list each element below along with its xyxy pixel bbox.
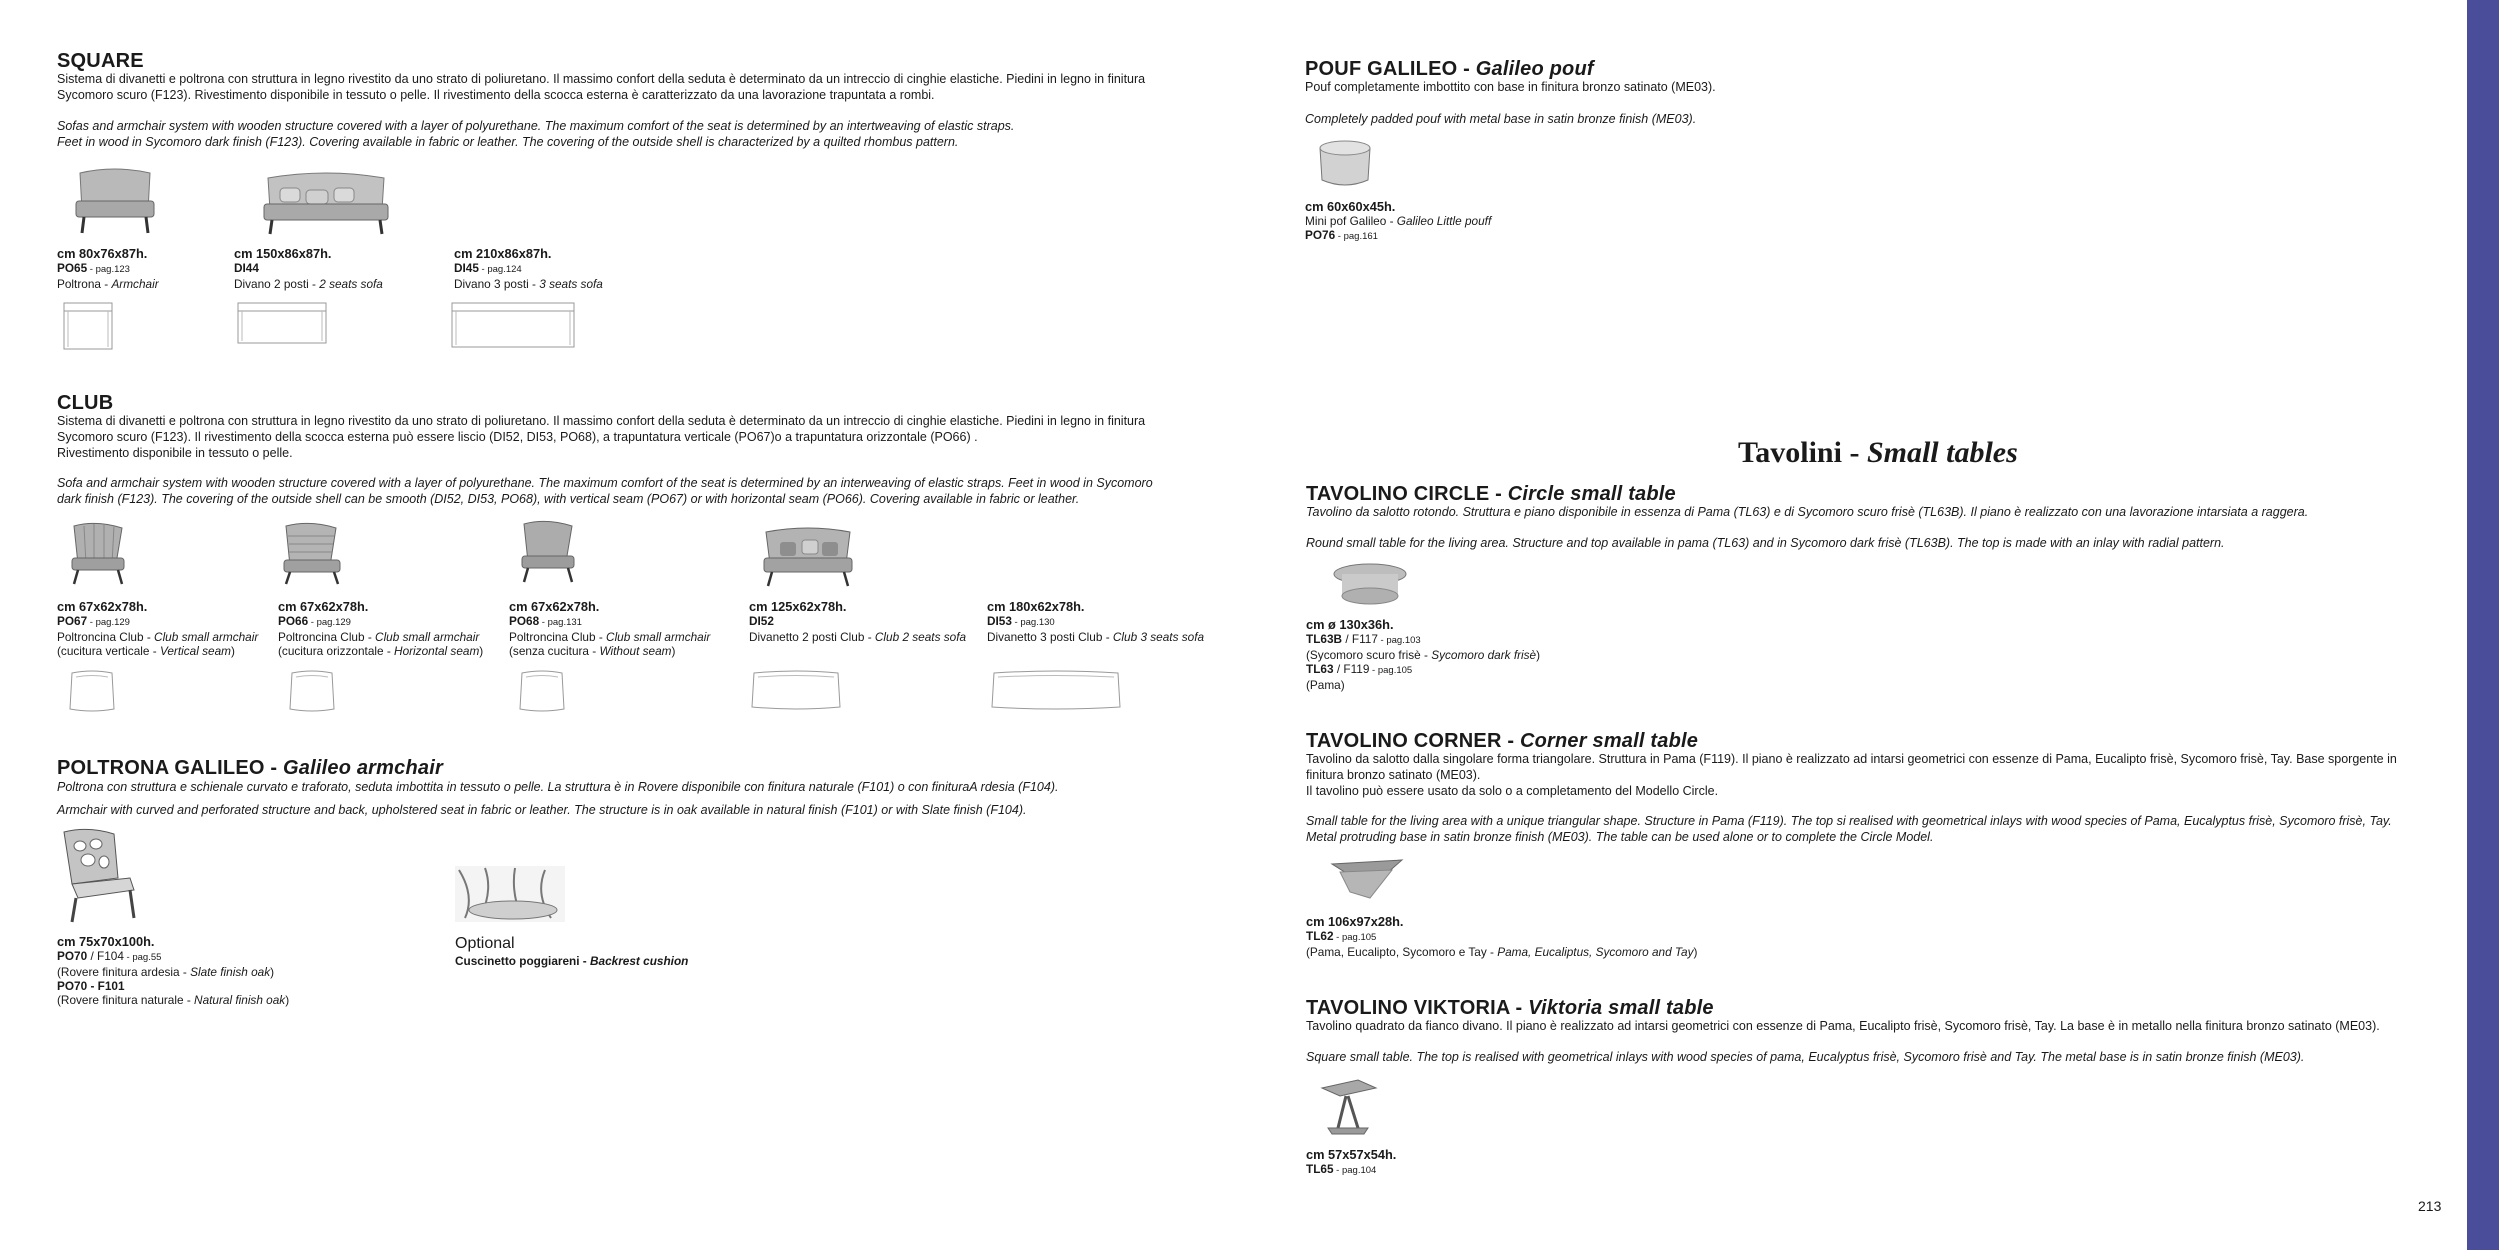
dimension: cm 60x60x45h.	[1305, 199, 1396, 214]
pouf-desc-it: Pouf completamente imbottito con base in finitura bronzo satinato (ME03).	[1305, 80, 1716, 94]
club-two-seat-sofa-photo	[760, 524, 856, 588]
club-title: CLUB	[57, 392, 114, 414]
name-it: Mini pof Galileo -	[1305, 214, 1397, 228]
name-it: Divano 2 posti -	[234, 277, 320, 291]
corner-table-desc-en	[1306, 813, 2392, 845]
square-item-3	[454, 246, 603, 291]
corner-table-photo	[1330, 858, 1404, 904]
dimension: cm 75x70x100h.	[57, 934, 155, 949]
page-ref: - pag.129	[308, 617, 351, 628]
product-code: PO65	[57, 261, 88, 275]
square-item-1	[57, 246, 159, 291]
product-code: PO66	[278, 614, 309, 628]
two-seat-sofa-plan-drawing	[236, 301, 328, 345]
galileo-armchair-desc-en: Armchair with curved and perforated structure and back, upholstered seat in fabric or leather. The structure is in oak available in natural finish (F101) or with Slate finish (F104).	[57, 803, 1027, 817]
page-ref-2: - pag.105	[1369, 665, 1413, 676]
product-code-2: TL63	[1306, 662, 1334, 676]
dimension: cm 180x62x78h.	[987, 599, 1085, 614]
viktoria-table-desc-it: Tavolino quadrato da fianco divano. Il piano è realizzato ad intarsi geometrici con essenze di Pama, Eucalipto frisè, Sycomoro frisè, Tay. La base è in metallo nella finitura bronzo satinato (ME03).	[1306, 1019, 2380, 1033]
page-number: 213	[2418, 1198, 2442, 1214]
club-desc-it	[57, 413, 1145, 461]
product-code: DI44	[234, 261, 259, 275]
club-three-seat-sofa-plan-drawing	[988, 669, 1124, 713]
pouf-title	[1305, 58, 1594, 81]
page-ref: - pag.123	[87, 264, 130, 275]
accent-side-bar	[2467, 0, 2499, 1250]
product-code: PO76	[1305, 228, 1336, 242]
finish-en: Sycomoro dark frisè	[1431, 648, 1537, 662]
galileo-armchair-desc-it: Poltrona con struttura e schienale curvato e traforato, seduta imbottita in tessuto o pelle. La struttura è in Rovere disponibile con finitura naturale (F101) o con finituraA rdesia (F104).	[57, 780, 1059, 794]
product-code: DI52	[749, 614, 774, 628]
title-it: TAVOLINO VIKTORIA -	[1306, 997, 1529, 1019]
title-it: TAVOLINO CORNER -	[1306, 730, 1520, 752]
dimension: cm ø 130x36h.	[1306, 617, 1394, 632]
extra-en: Without seam	[599, 644, 672, 658]
galileo-armchair-photo	[58, 828, 138, 924]
dimension: cm 80x76x87h.	[57, 246, 148, 261]
club-desc-it-line2: Sycomoro scuro (F123). Il rivestimento della scocca esterna può essere liscio (DI52, DI53, PO68), a trapuntatura verticale (PO67)o a trapuntatura orizzontale (PO66) .	[57, 430, 978, 444]
product-code-2: PO70 - F101	[57, 979, 125, 993]
club-desc-en-line1: Sofa and armchair system with wooden structure covered with a layer of polyurethane. The maximum comfort of the seat is determined by an interweaving of elastic straps. Feet in wood in Sycomoro	[57, 476, 1153, 490]
finish-en: Pama, Eucaliptus, Sycomoro and Tay	[1497, 945, 1694, 959]
page-ref: - pag.55	[123, 952, 162, 963]
club-armchair-plan-drawing-1	[66, 669, 118, 715]
finish-it-2: (Rovere finitura naturale -	[57, 993, 195, 1007]
product-code: TL62	[1306, 929, 1334, 943]
page-ref: - pag.124	[478, 264, 522, 275]
dimension: cm 67x62x78h.	[278, 599, 369, 614]
name-it: Poltroncina Club -	[509, 630, 607, 644]
corner-table-desc-it	[1306, 751, 2397, 799]
viktoria-table-desc-en: Square small table. The top is realised with geometrical inlays with wood species of pama, Eucalyptus frisè, Sycomoro frisè and Tay. The metal base is in satin bronze finish (ME03).	[1306, 1050, 2305, 1064]
heading-it: Tavolini -	[1738, 436, 1867, 469]
page-ref: - pag.161	[1335, 231, 1378, 242]
finish-code: / F104	[87, 949, 124, 963]
dimension: cm 106x97x28h.	[1306, 914, 1404, 929]
galileo-armchair-title	[57, 757, 443, 780]
viktoria-table-photo	[1318, 1078, 1380, 1136]
finish-end: )	[1693, 945, 1698, 959]
club-desc-it-line1: Sistema di divanetti e poltrona con struttura in legno rivestito da uno strato di poliuretano. Il massimo confort della seduta è determinato da un intreccio di cinghie elastiche. Piedini in legno in finitura	[57, 414, 1146, 428]
name-en: Club 3 seats sofa	[1112, 630, 1205, 644]
product-code: PO67	[57, 614, 88, 628]
title-en: Circle small table	[1507, 483, 1676, 505]
square-desc-it-line1: Sistema di divanetti e poltrona con struttura in legno rivestito da uno strato di poliuretano. Il massimo confort della seduta è determinato da un intreccio di cinghie elastiche. Piedini in legno in finitura	[57, 72, 1146, 86]
title-it: TAVOLINO CIRCLE -	[1306, 483, 1508, 505]
name-en: Armchair	[111, 277, 159, 291]
name-en: 2 seats sofa	[319, 277, 383, 291]
dimension: cm 57x57x54h.	[1306, 1147, 1397, 1162]
club-two-seat-sofa-plan-drawing	[748, 669, 844, 713]
product-code: DI45	[454, 261, 479, 275]
corner-desc-en-line2: Metal protruding base in satin bronze finish (ME03). The table can be used alone or to complete the Circle Model.	[1306, 830, 1934, 844]
finish-end-2: )	[285, 993, 290, 1007]
dimension: cm 125x62x78h.	[749, 599, 847, 614]
extra-en: Horizontal seam	[394, 644, 480, 658]
pouf-desc-en: Completely padded pouf with metal base in satin bronze finish (ME03).	[1305, 112, 1697, 126]
finish-2: (Pama)	[1306, 678, 1345, 692]
title-en: Corner small table	[1519, 730, 1699, 752]
club-armchair-horizontal-photo	[278, 520, 344, 586]
armchair-plan-drawing	[62, 301, 114, 351]
dimension: cm 210x86x87h.	[454, 246, 552, 261]
square-desc-en-line2: Feet in wood in Sycomoro dark finish (F123). Covering available in fabric or leather. The covering of the outside shell is characterized by a quilted rhombus pattern.	[57, 135, 959, 149]
title-en: Galileo pouf	[1475, 58, 1594, 80]
cushion-name-en: Backrest cushion	[590, 954, 689, 968]
corner-desc-it-line1: Tavolino da salotto dalla singolare forma triangolare. Struttura in Pama (F119). Il piano è realizzato ad intarsi geometrici con essenze di Pama, Eucalipto frisè, Sycomoro frisè, Tay. Base sporgente in	[1306, 752, 2397, 766]
name-it: Divano 3 posti -	[454, 277, 540, 291]
club-item-2	[278, 599, 483, 658]
galileo-armchair-caption	[57, 934, 289, 1007]
square-desc-it	[57, 71, 1145, 103]
club-armchair-plan-drawing-2	[286, 669, 338, 715]
club-item-1	[57, 599, 258, 658]
product-code: TL63B	[1306, 632, 1343, 646]
circle-table-title	[1306, 483, 1676, 506]
club-desc-it-line3: Rivestimento disponibile in tessuto o pelle.	[57, 446, 293, 460]
club-item-3	[509, 599, 710, 658]
page-ref: - pag.103	[1377, 635, 1421, 646]
extra-end: )	[230, 644, 235, 658]
circle-table-desc-en: Round small table for the living area. Structure and top available in pama (TL63) and in Sycomoro dark frisè (TL63B). The top is made with an inlay with radial pattern.	[1306, 536, 2225, 550]
page-ref: - pag.130	[1011, 617, 1055, 628]
finish-end: )	[270, 965, 275, 979]
club-desc-en-line2: dark finish (F123). The covering of the outside shell can be smooth (DI52, DI53, PO68), with vertical seam (PO67) or with horizontal seam (PO66). Covering available in fabric or leather.	[57, 492, 1080, 506]
dimension: cm 67x62x78h.	[57, 599, 148, 614]
optional-cushion-caption	[455, 934, 688, 968]
title-it: POLTRONA GALILEO -	[57, 757, 284, 779]
club-armchair-plan-drawing-3	[516, 669, 568, 715]
optional-label: Optional	[455, 935, 515, 952]
name-en: Club small armchair	[606, 630, 711, 644]
page-ref: - pag.105	[1333, 932, 1377, 943]
corner-desc-it-line3: Il tavolino può essere usato da solo o a completamento del Modello Circle.	[1306, 784, 1719, 798]
dimension: cm 150x86x87h.	[234, 246, 332, 261]
circle-table-caption	[1306, 617, 1540, 692]
finish-it: (Rovere finitura ardesia -	[57, 965, 191, 979]
page-ref: - pag.131	[539, 617, 582, 628]
finish-code: / F117	[1342, 632, 1378, 646]
page-ref: - pag.129	[87, 617, 130, 628]
finish-end: )	[1536, 648, 1541, 662]
title-it: POUF GALILEO -	[1305, 58, 1476, 80]
name-it: Divanetto 3 posti Club -	[987, 630, 1113, 644]
club-item-4	[749, 599, 966, 644]
finish-it: (Sycomoro scuro frisè -	[1306, 648, 1432, 662]
two-seat-sofa-photo	[262, 168, 390, 236]
extra-en: Vertical seam	[159, 644, 231, 658]
viktoria-table-caption	[1306, 1147, 1396, 1178]
corner-table-caption	[1306, 914, 1697, 959]
corner-table-title	[1306, 730, 1698, 753]
square-item-2	[234, 246, 383, 291]
square-desc-it-line2: Sycomoro scuro (F123). Rivestimento disponibile in tessuto o pelle. Il rivestimento della scocca esterna è caratterizzato da una lavorazione trapuntata a rombi.	[57, 88, 935, 102]
club-desc-en	[57, 475, 1153, 507]
backrest-cushion-photo	[455, 866, 565, 922]
name-en: Club small armchair	[375, 630, 480, 644]
club-armchair-vertical-photo	[66, 520, 128, 586]
pouf-photo	[1316, 138, 1374, 190]
cushion-name-it: Cuscinetto poggiareni -	[455, 954, 591, 968]
product-code: DI53	[987, 614, 1012, 628]
name-en: Galileo Little pouff	[1396, 214, 1492, 228]
name-it: Poltroncina Club -	[57, 630, 155, 644]
name-en: 3 seats sofa	[539, 277, 603, 291]
product-code: TL65	[1306, 1162, 1334, 1176]
three-seat-sofa-plan-drawing	[450, 301, 576, 349]
circle-table-photo	[1332, 562, 1408, 608]
extra-end: )	[671, 644, 676, 658]
finish-code-2: / F119	[1333, 662, 1370, 676]
finish-en-2: Natural finish oak	[194, 993, 286, 1007]
extra-end: )	[479, 644, 484, 658]
square-desc-en-line1: Sofas and armchair system with wooden structure covered with a layer of polyurethane. The maximum comfort of the seat is determined by an intertweaving of elastic straps.	[57, 119, 1015, 133]
name-en: Club small armchair	[154, 630, 259, 644]
name-it: Poltrona -	[57, 277, 112, 291]
armchair-photo	[74, 163, 156, 235]
name-it: Divanetto 2 posti Club -	[749, 630, 875, 644]
club-item-5	[987, 599, 1204, 644]
page-ref: - pag.104	[1333, 1165, 1377, 1176]
title-en: Galileo armchair	[283, 757, 443, 779]
small-tables-heading	[1738, 436, 2018, 470]
extra-it: (cucitura verticale -	[57, 644, 160, 658]
heading-en: Small tables	[1866, 436, 2018, 469]
dimension: cm 67x62x78h.	[509, 599, 600, 614]
viktoria-table-title	[1306, 997, 1714, 1020]
square-desc-en	[57, 118, 1014, 150]
product-code: PO70	[57, 949, 88, 963]
corner-desc-it-line2: finitura bronzo satinato (ME03).	[1306, 768, 1481, 782]
name-it: Poltroncina Club -	[278, 630, 376, 644]
extra-it: (cucitura orizzontale -	[278, 644, 395, 658]
club-armchair-smooth-photo	[516, 518, 578, 584]
title-en: Viktoria small table	[1528, 997, 1714, 1019]
product-code: PO68	[509, 614, 540, 628]
square-title: SQUARE	[57, 50, 144, 72]
extra-it: (senza cucitura -	[509, 644, 600, 658]
circle-table-desc-it: Tavolino da salotto rotondo. Struttura e piano disponibile in essenza di Pama (TL63) e di Sycomoro scuro frisè (TL63B). Il piano è realizzato con una lavorazione intarsiata a raggera.	[1306, 505, 2309, 519]
pouf-caption	[1305, 199, 1491, 244]
finish-it: (Pama, Eucalipto, Sycomoro e Tay -	[1306, 945, 1498, 959]
name-en: Club 2 seats sofa	[874, 630, 967, 644]
corner-desc-en-line1: Small table for the living area with a unique triangular shape. Structure in Pama (F119). The top si realised with geometrical inlays with wood species of Pama, Eucalyptus frisè, Sycomoro frisè, Tay.	[1306, 814, 2392, 828]
finish-en: Slate finish oak	[190, 965, 271, 979]
